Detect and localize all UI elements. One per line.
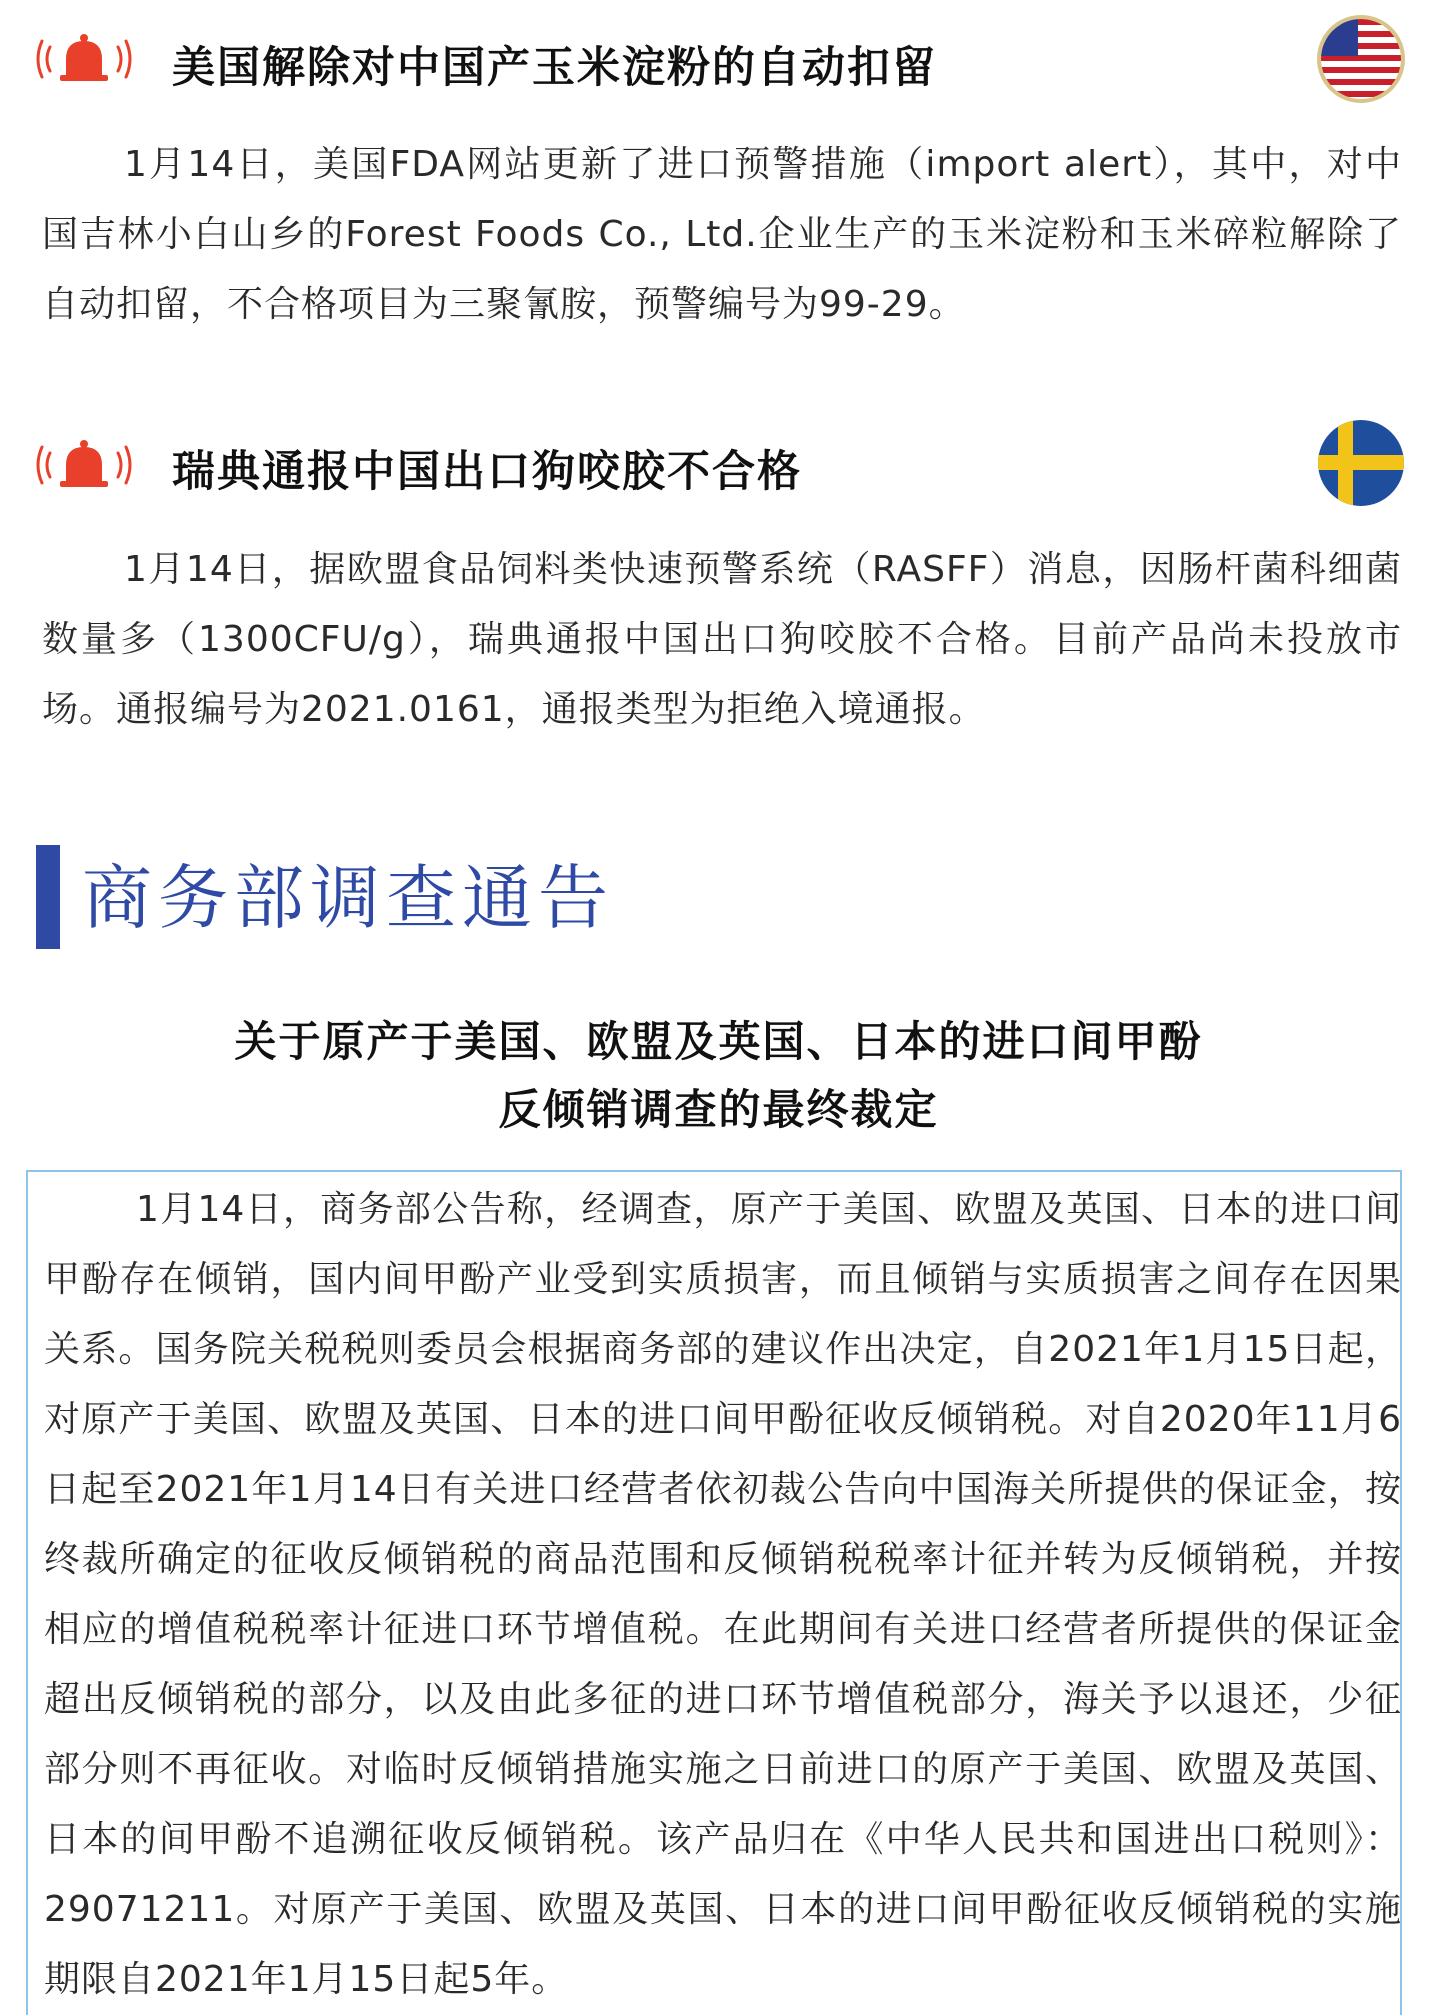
notice-body: 1月14日，商务部公告称，经调查，原产于美国、欧盟及英国、日本的进口间甲酚存在倾销，国内间甲酚产业受到实质损害，而且倾销与实质损害之间存在因果关系。国务院关税税则委员会根据商务部的建议作出决定，自2021年1月15日起，对原产于美国、欧盟及英国、日本的进口间甲酚征收反倾销税。对自2020年11月6日起至2021年1月14日有关进口经营者依初裁公告向中国海关所提供的保证金，按终裁所确定的征收反倾销税的商品范围和反倾销税税率计征并转为反倾销税，并按相应的增值税税率计征进口环节增值税。在此期间有关进口经营者所提供的保证金超出反倾销税的部分，以及由此多征的进口环节增值税部分，海关予以退还，少征部分则不再征收。对临时反倾销措施实施之日前进口的原产于美国、欧盟及英国、日本的间甲酚不追溯征收反倾销税。该产品归在《中华人民共和国进出口税则》：29071211。对原产于美国、欧盟及英国、日本的进口间甲酚征收反倾销税的实施期限自2021年1月15日起5年。 (44, 1189, 1402, 2000)
alert-body (42, 130, 1402, 340)
alert-title: 瑞典通报中国出口狗咬胶不合格 (172, 447, 802, 497)
alert-title: 美国解除对中国产玉米淀粉的自动扣留 (172, 43, 937, 93)
notice-title-line2: 反倾销调查的最终裁定 (498, 1085, 939, 1134)
notice-title-line1: 关于原产于美国、欧盟及英国、日本的进口间甲酚 (234, 1017, 1203, 1066)
sweden-flag-icon (1316, 418, 1406, 508)
alert-body (42, 535, 1402, 745)
alarm-bell-icon (36, 29, 132, 89)
alert-body-text: 1月14日，美国FDA网站更新了进口预警措施（import alert），其中，对中国吉林小白山乡的Forest Foods Co., Ltd.企业生产的玉米淀粉和玉米碎粒解除了自动扣留，不合格项目为三聚氰胺，预警编号为99-29。 (42, 144, 1402, 325)
section-title: 商务部调查通告 (82, 857, 614, 939)
usa-flag-icon (1316, 14, 1406, 104)
alert-body-text: 1月14日，据欧盟食品饲料类快速预警系统（RASFF）消息，因肠杆菌科细菌数量多（1300CFU/g），瑞典通报中国出口狗咬胶不合格。目前产品尚未投放市场。通报编号为2021.0161，通报类型为拒绝入境通报。 (42, 549, 1402, 730)
alert-header-usa (0, 4, 1437, 114)
alarm-bell-icon (36, 435, 132, 495)
section-accent-bar (36, 845, 60, 949)
alert-header-sweden (0, 410, 1437, 520)
section-header (36, 845, 736, 949)
